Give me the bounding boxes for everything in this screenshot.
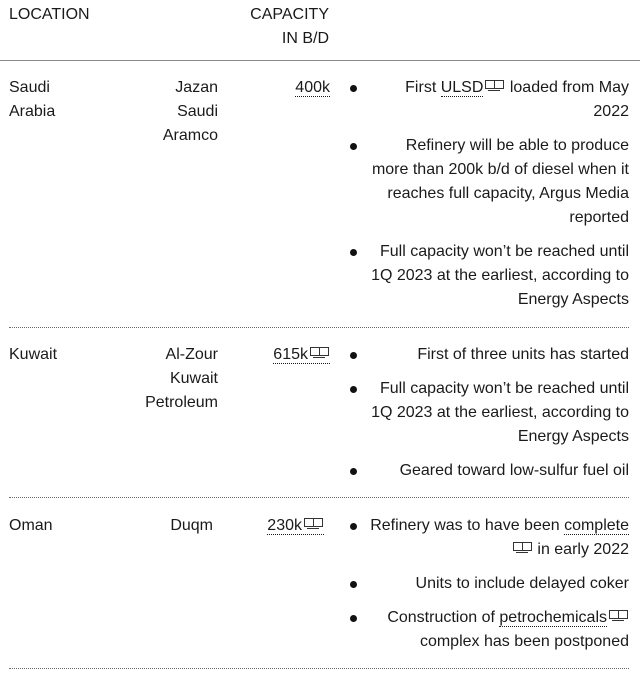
note-text: Construction of [387, 609, 500, 626]
note-text: loaded from May 2022 [505, 79, 629, 120]
list-item [348, 514, 629, 562]
capacity-cell[interactable] [267, 514, 324, 538]
terminal-chart-icon[interactable] [303, 517, 323, 531]
list-item [348, 76, 629, 124]
refinery-line: Aramco [162, 127, 218, 144]
location-line: Kuwait [9, 346, 58, 363]
list-item [348, 572, 629, 596]
capacity-value[interactable] [267, 517, 324, 535]
location-line: Saudi [9, 79, 50, 96]
terminal-chart-icon[interactable] [608, 609, 628, 623]
notes-list [348, 514, 629, 664]
list-item [348, 343, 629, 367]
refinery-cell [163, 76, 218, 148]
terminal-chart-icon[interactable] [309, 346, 329, 360]
table-row-oman [9, 514, 629, 669]
location-line: Oman [9, 517, 53, 534]
location-column-header: LOCATION [9, 6, 90, 23]
refinery-cell [145, 343, 218, 415]
notes-list [348, 76, 629, 322]
refinery-line: Jazan [175, 79, 218, 96]
capacity-header-line2: IN B/D [281, 30, 329, 47]
refinery-line: Petroleum [145, 394, 218, 411]
note-text: First of three units has started [417, 346, 629, 363]
capacity-number[interactable]: 230k [267, 517, 302, 534]
table-row-saudi-arabia [9, 76, 629, 328]
note-text: in early 2022 [532, 541, 629, 558]
note-text: First [405, 79, 441, 96]
note-text: Units to include delayed coker [415, 575, 629, 592]
note-text: complex has been postponed [419, 633, 629, 650]
list-item [348, 134, 629, 230]
capacity-cell[interactable] [295, 76, 330, 100]
list-item [348, 240, 629, 312]
capacity-header-line1: CAPACITY [250, 6, 329, 23]
note-text: Geared toward low-sulfur fuel oil [399, 462, 629, 479]
note-text: Refinery was to have been [370, 517, 565, 534]
refinery-line: Al-Zour [165, 346, 218, 363]
table-row-kuwait [9, 343, 629, 498]
capacity-column-header [250, 3, 329, 51]
ulsd-link[interactable]: ULSD [440, 79, 484, 96]
terminal-chart-icon[interactable] [484, 79, 504, 93]
refinery-line: Kuwait [169, 370, 218, 387]
note-text: Full capacity won’t be reached until 1Q 2023 at the earliest, according to Energy Aspects [371, 243, 629, 308]
list-item [348, 377, 629, 449]
terminal-chart-icon[interactable] [512, 541, 532, 555]
location-cell [9, 514, 53, 538]
refinery-cell [170, 514, 213, 538]
capacity-number[interactable]: 615k [273, 346, 308, 363]
list-item [348, 459, 629, 483]
location-cell [9, 343, 57, 367]
location-line: Arabia [9, 103, 56, 120]
refinery-line: Duqm [170, 517, 213, 534]
table-header [0, 0, 640, 61]
notes-list [348, 343, 629, 493]
capacity-value[interactable]: 400k [295, 79, 330, 96]
refinery-line: Saudi [177, 103, 218, 120]
capacity-cell[interactable] [273, 343, 330, 367]
petrochemicals-link[interactable]: petrochemicals [499, 609, 607, 626]
note-text: Full capacity won’t be reached until 1Q 2023 at the earliest, according to Energy Aspects [371, 380, 629, 445]
list-item [348, 606, 629, 654]
complete-link[interactable]: complete [564, 517, 629, 534]
note-text: Refinery will be able to produce more than 200k b/d of diesel when it reaches full capacity, Argus Media reported [371, 137, 629, 226]
capacity-value[interactable] [273, 346, 330, 364]
location-cell [9, 76, 55, 124]
